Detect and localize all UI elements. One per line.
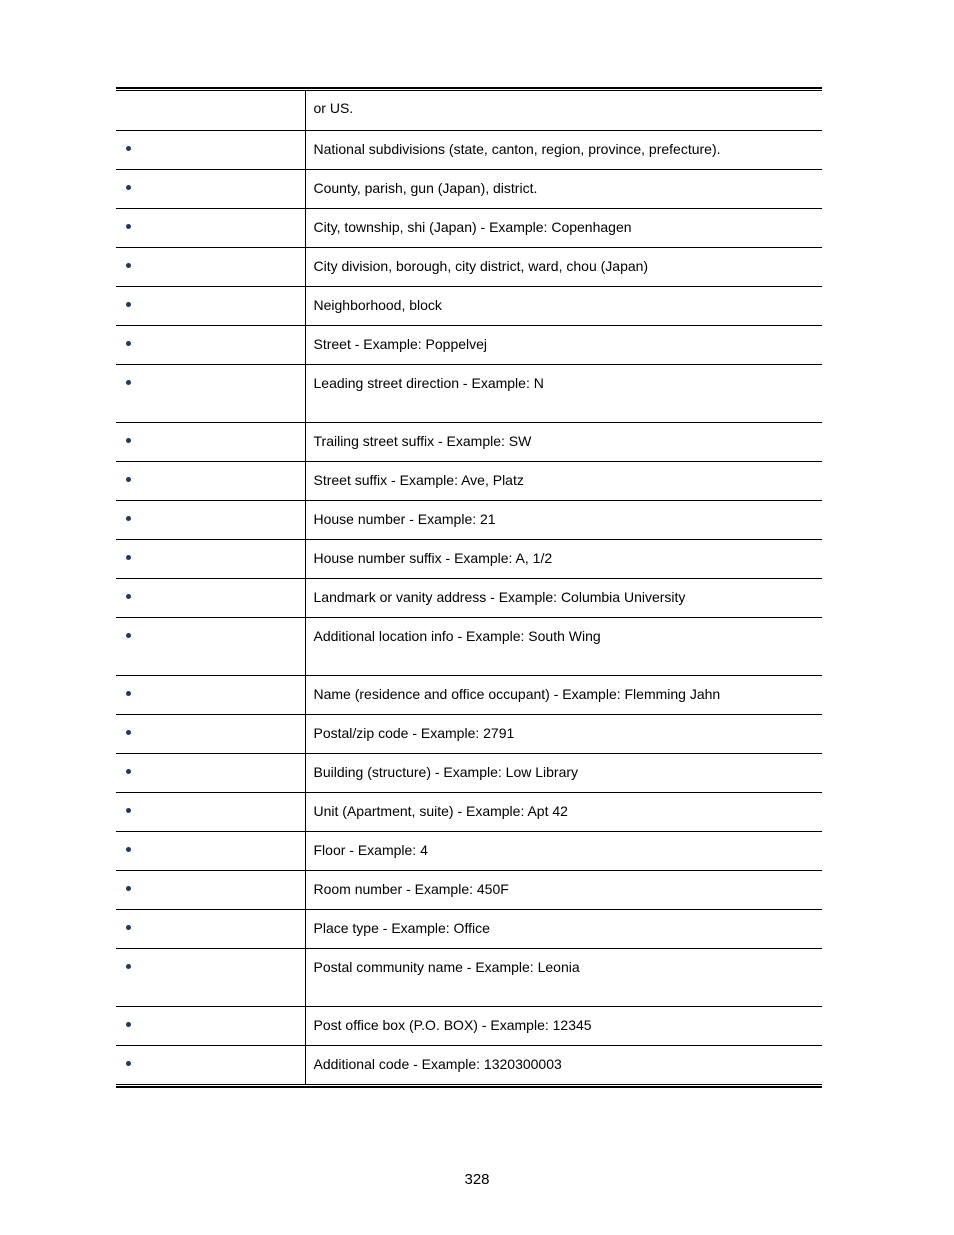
bullet-icon: [126, 516, 131, 521]
table-row: [116, 832, 822, 871]
table-row: [116, 423, 822, 462]
row-marker-cell: [116, 287, 305, 326]
row-marker-cell: [116, 715, 305, 754]
table-row: [116, 326, 822, 365]
table-row: [116, 618, 822, 676]
row-marker-cell: [116, 832, 305, 871]
row-description-cell: Additional location info - Example: South Wing: [305, 618, 822, 676]
bullet-icon: [126, 302, 131, 307]
bullet-icon: [126, 380, 131, 385]
bullet-icon: [126, 730, 131, 735]
table-top-rule: [116, 87, 822, 89]
bullet-icon: [126, 633, 131, 638]
table-row: [116, 1046, 822, 1085]
address-fields-table: [116, 91, 822, 1084]
row-marker-cell: [116, 462, 305, 501]
row-description-cell: Postal community name - Example: Leonia: [305, 949, 822, 1007]
bullet-icon: [126, 1061, 131, 1066]
row-description-cell: Landmark or vanity address - Example: Columbia University: [305, 579, 822, 618]
row-marker-cell: [116, 326, 305, 365]
bullet-icon: [126, 769, 131, 774]
row-marker-cell: [116, 501, 305, 540]
row-marker-cell: [116, 131, 305, 170]
row-description-cell: Postal/zip code - Example: 2791: [305, 715, 822, 754]
table-row: [116, 540, 822, 579]
table-body: [116, 91, 822, 1084]
table-bottom-rule-thin: [116, 1084, 822, 1085]
bullet-icon: [126, 691, 131, 696]
row-marker-cell: [116, 248, 305, 287]
row-description-cell: Floor - Example: 4: [305, 832, 822, 871]
row-description-cell: Post office box (P.O. BOX) - Example: 12345: [305, 1007, 822, 1046]
bullet-icon: [126, 263, 131, 268]
bullet-icon: [126, 808, 131, 813]
table-row: [116, 501, 822, 540]
row-marker-cell: [116, 793, 305, 832]
bullet-icon: [126, 964, 131, 969]
row-marker-cell: [116, 871, 305, 910]
table-row: [116, 170, 822, 209]
row-description-cell: Trailing street suffix - Example: SW: [305, 423, 822, 462]
table-row: [116, 715, 822, 754]
table-row: [116, 209, 822, 248]
table-row: [116, 579, 822, 618]
bullet-icon: [126, 185, 131, 190]
table-bottom-rule: [116, 1086, 822, 1088]
table-row: [116, 871, 822, 910]
row-marker-cell: [116, 949, 305, 1007]
table-row: [116, 365, 822, 423]
bullet-icon: [126, 438, 131, 443]
row-marker-cell: [116, 618, 305, 676]
table-row: [116, 793, 822, 832]
row-marker-cell: [116, 91, 305, 131]
table-row: [116, 248, 822, 287]
row-marker-cell: [116, 1007, 305, 1046]
row-description-cell: Name (residence and office occupant) - Example: Flemming Jahn: [305, 676, 822, 715]
table-row: [116, 1007, 822, 1046]
row-description-cell: County, parish, gun (Japan), district.: [305, 170, 822, 209]
row-description-cell: National subdivisions (state, canton, region, province, prefecture).: [305, 131, 822, 170]
row-description-cell: City division, borough, city district, ward, chou (Japan): [305, 248, 822, 287]
row-marker-cell: [116, 365, 305, 423]
bullet-icon: [126, 886, 131, 891]
bullet-icon: [126, 477, 131, 482]
bullet-icon: [126, 224, 131, 229]
row-description-cell: House number suffix - Example: A, 1/2: [305, 540, 822, 579]
bullet-icon: [126, 146, 131, 151]
row-marker-cell: [116, 910, 305, 949]
row-description-cell: Additional code - Example: 1320300003: [313, 1056, 562, 1072]
table-row: [116, 910, 822, 949]
row-marker-cell: [116, 540, 305, 579]
row-description-cell: Unit (Apartment, suite) - Example: Apt 42: [305, 793, 822, 832]
row-marker-cell: [116, 1046, 305, 1085]
row-description-cell: or US.: [305, 91, 822, 131]
row-marker-cell: [116, 676, 305, 715]
row-marker-cell: [116, 423, 305, 462]
table-row: [116, 754, 822, 793]
row-description-cell: City, township, shi (Japan) - Example: Copenhagen: [305, 209, 822, 248]
table-row: [116, 949, 822, 1007]
table-row: [116, 462, 822, 501]
row-description-cell: Place type - Example: Office: [305, 910, 822, 949]
page-number: 328: [464, 1171, 490, 1188]
bullet-icon: [126, 555, 131, 560]
bullet-icon: [126, 594, 131, 599]
bullet-icon: [126, 341, 131, 346]
table-row: [116, 287, 822, 326]
row-marker-cell: [116, 209, 305, 248]
bullet-icon: [126, 847, 131, 852]
table-row: [116, 91, 822, 131]
row-marker-cell: [116, 754, 305, 793]
row-description-cell: Building (structure) - Example: Low Library: [305, 754, 822, 793]
table-row: [116, 131, 822, 170]
row-marker-cell: [116, 579, 305, 618]
bullet-icon: [126, 925, 131, 930]
row-description-cell: Leading street direction - Example: N: [305, 365, 822, 423]
row-description-cell: Street - Example: Poppelvej: [305, 326, 822, 365]
address-fields-table-container: [116, 87, 822, 1088]
row-description-cell: Neighborhood, block: [305, 287, 822, 326]
row-marker-cell: [116, 170, 305, 209]
table-row: [116, 676, 822, 715]
row-description-cell: Room number - Example: 450F: [305, 871, 822, 910]
bullet-icon: [126, 1022, 131, 1027]
row-description-cell: House number - Example: 21: [305, 501, 822, 540]
row-description-cell: Street suffix - Example: Ave, Platz: [305, 462, 822, 501]
